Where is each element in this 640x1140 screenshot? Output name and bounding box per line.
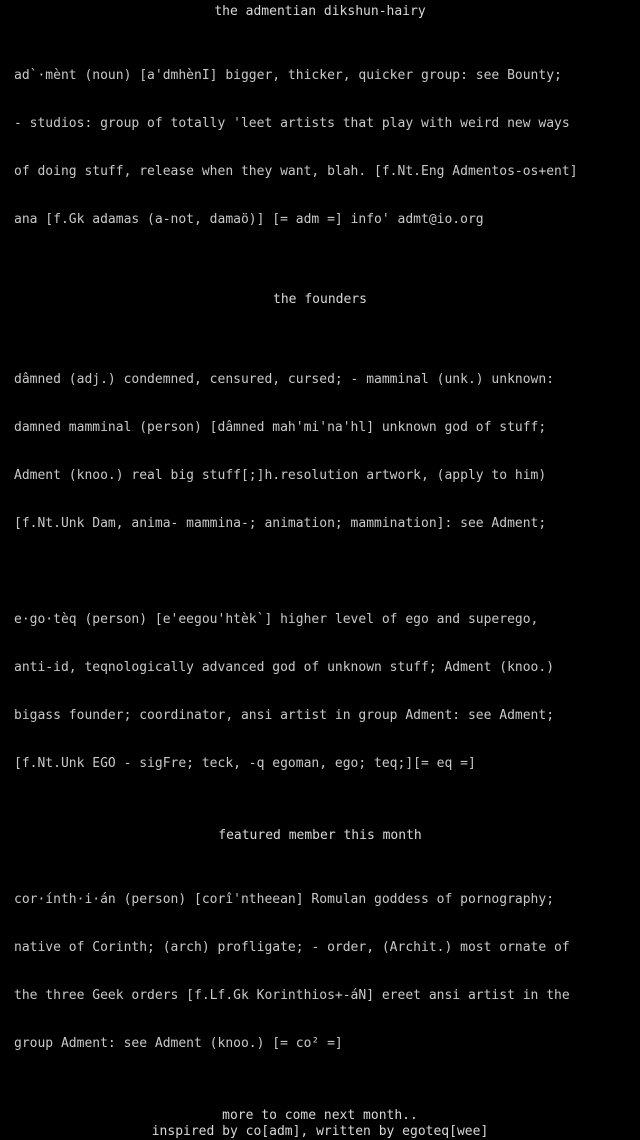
entry-line: the three Geek orders [f.Lf.Gk Korinthios+-áN] ereet ansi artist in the	[14, 988, 570, 1003]
spacer	[0, 308, 640, 340]
entry-damned-mamminal	[0, 340, 640, 564]
entry-line: cor·ínth·i·án (person) [corî'ntheean] Romulan goddess of pornography;	[14, 892, 555, 907]
entry-line: ana [f.Gk adamas (a-not, damaö)] [= adm =] info' admt@io.org	[14, 212, 484, 227]
section-heading-featured-member: featured member this month	[218, 828, 422, 843]
entry-line: bigass founder; coordinator, ansi artist in group Adment: see Adment;	[14, 708, 555, 723]
entry-line: [f.Nt.Unk Dam, anima- mammina-; animation; mammination]: see Adment;	[14, 516, 547, 531]
entry-line: damned mamminal (person) [dâmned mah'mi'na'hl] unknown god of stuff;	[14, 420, 547, 435]
entry-admentos	[0, 36, 640, 260]
entry-corinthian	[0, 860, 640, 1084]
entry-line: - studios: group of totally 'leet artists that play with weird new ways	[14, 116, 570, 131]
entry-line: anti-id, teqnologically advanced god of unknown stuff; Adment (knoo.)	[14, 660, 555, 675]
footer-line-more-to-come: more to come next month..	[222, 1108, 418, 1123]
page-title: the admentian dikshun-hairy	[214, 4, 426, 19]
entry-line: dâmned (adj.) condemned, censured, cursed; - mamminal (unk.) unknown:	[14, 372, 555, 387]
entry-egoteq	[0, 580, 640, 804]
spacer	[0, 1084, 640, 1108]
spacer	[0, 20, 640, 36]
spacer	[0, 260, 640, 292]
entry-line: [f.Nt.Unk EGO - sigFre; teck, -q egoman, ego; teq;][= eq =]	[14, 756, 476, 771]
entry-line: group Adment: see Adment (knoo.) [= co² =]	[14, 1036, 343, 1051]
spacer	[0, 564, 640, 580]
entry-line: native of Corinth; (arch) profligate; - order, (Archit.) most ornate of	[14, 940, 570, 955]
entry-line: of doing stuff, release when they want, blah. [f.Nt.Eng Admentos-os+ent]	[14, 164, 578, 179]
footer-line-credits: inspired by co[adm], written by egoteq[wee]	[151, 1124, 489, 1139]
spacer	[0, 804, 640, 828]
entry-line: Adment (knoo.) real big stuff[;]h.resolution artwork, (apply to him)	[14, 468, 547, 483]
spacer	[0, 844, 640, 860]
entry-line: ad`·mènt (noun) [a'dmhènI] bigger, thicker, quicker group: see Bounty;	[14, 68, 562, 83]
entry-line: e·go·tèq (person) [e'eegou'htèk`] higher level of ego and superego,	[14, 612, 539, 627]
section-heading-founders: the founders	[273, 292, 367, 307]
